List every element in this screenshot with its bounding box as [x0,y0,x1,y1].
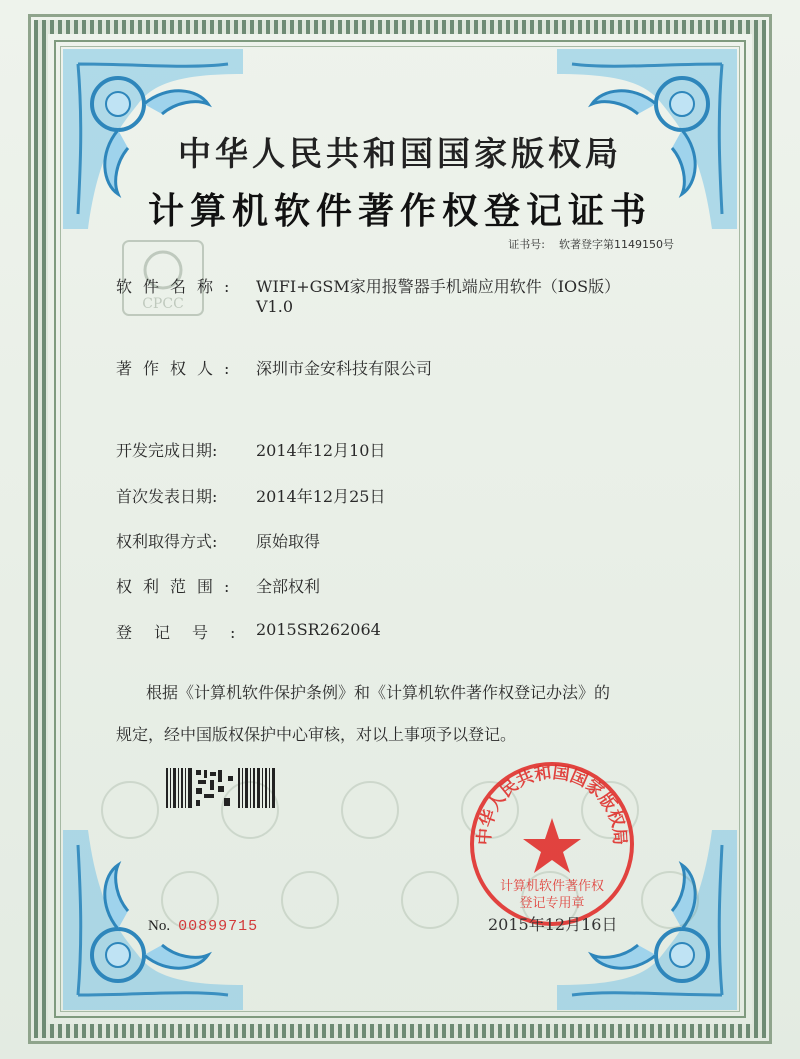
serial-number [148,918,258,935]
owner-value: 深圳市金安科技有限公司 [256,359,433,378]
seal-star-icon [523,818,581,873]
official-seal [468,760,636,928]
field-registration-number [116,620,381,643]
acquisition-value: 原始取得 [256,532,321,551]
field-acquisition [116,529,320,552]
serial-label: No. [148,918,171,934]
software-version-value: V1.0 [256,297,293,316]
field-software-version [116,297,293,316]
field-publish-date [116,484,385,507]
completion-date-value: 2014年12月10日 [256,441,386,460]
field-owner [116,356,432,379]
certificate-number-label: 证书号: [508,238,545,251]
svg-text:登记专用章: 登记专用章 [519,896,585,911]
field-completion-date [116,438,385,461]
issue-date: 2015年12月16日 [488,915,618,934]
registration-number-label: 登记号: [116,623,258,642]
owner-label: 著作权人: [116,359,241,378]
acquisition-label: 权利取得方式: [116,532,218,551]
serial-value: 00899715 [178,918,259,935]
certificate-number-value: 软著登字第1149150号 [559,238,674,251]
statement-line-1: 根据《计算机软件保护条例》和《计算机软件著作权登记办法》的 [146,683,611,702]
svg-text:CPCC: CPCC [142,296,184,312]
issuer-title: 中华人民共和国国家版权局 [178,134,622,173]
completion-date-label: 开发完成日期: [116,441,218,460]
svg-text:中华人民共和国国家版权局: 中华人民共和国国家版权局 [474,762,630,846]
certificate-title: 计算机软件著作权登记证书 [147,190,652,232]
statement-line-2: 规定，经中国版权保护中心审核，对以上事项予以登记。 [116,725,517,744]
field-software-name [116,274,620,297]
field-scope [116,574,320,597]
publish-date-value: 2014年12月25日 [256,487,386,506]
certificate-number [508,236,674,252]
publish-date-label: 首次发表日期: [116,487,218,506]
scope-value: 全部权利 [256,577,321,596]
svg-text:计算机软件著作权: 计算机软件著作权 [499,879,605,894]
software-name-label: 软件名称: [116,277,241,296]
software-name-value: WIFI+GSM家用报警器手机端应用软件（IOS版） [256,277,621,296]
barcode [166,768,278,808]
scope-label: 权利范围: [116,577,241,596]
registration-number-value: 2015SR262064 [256,620,381,639]
